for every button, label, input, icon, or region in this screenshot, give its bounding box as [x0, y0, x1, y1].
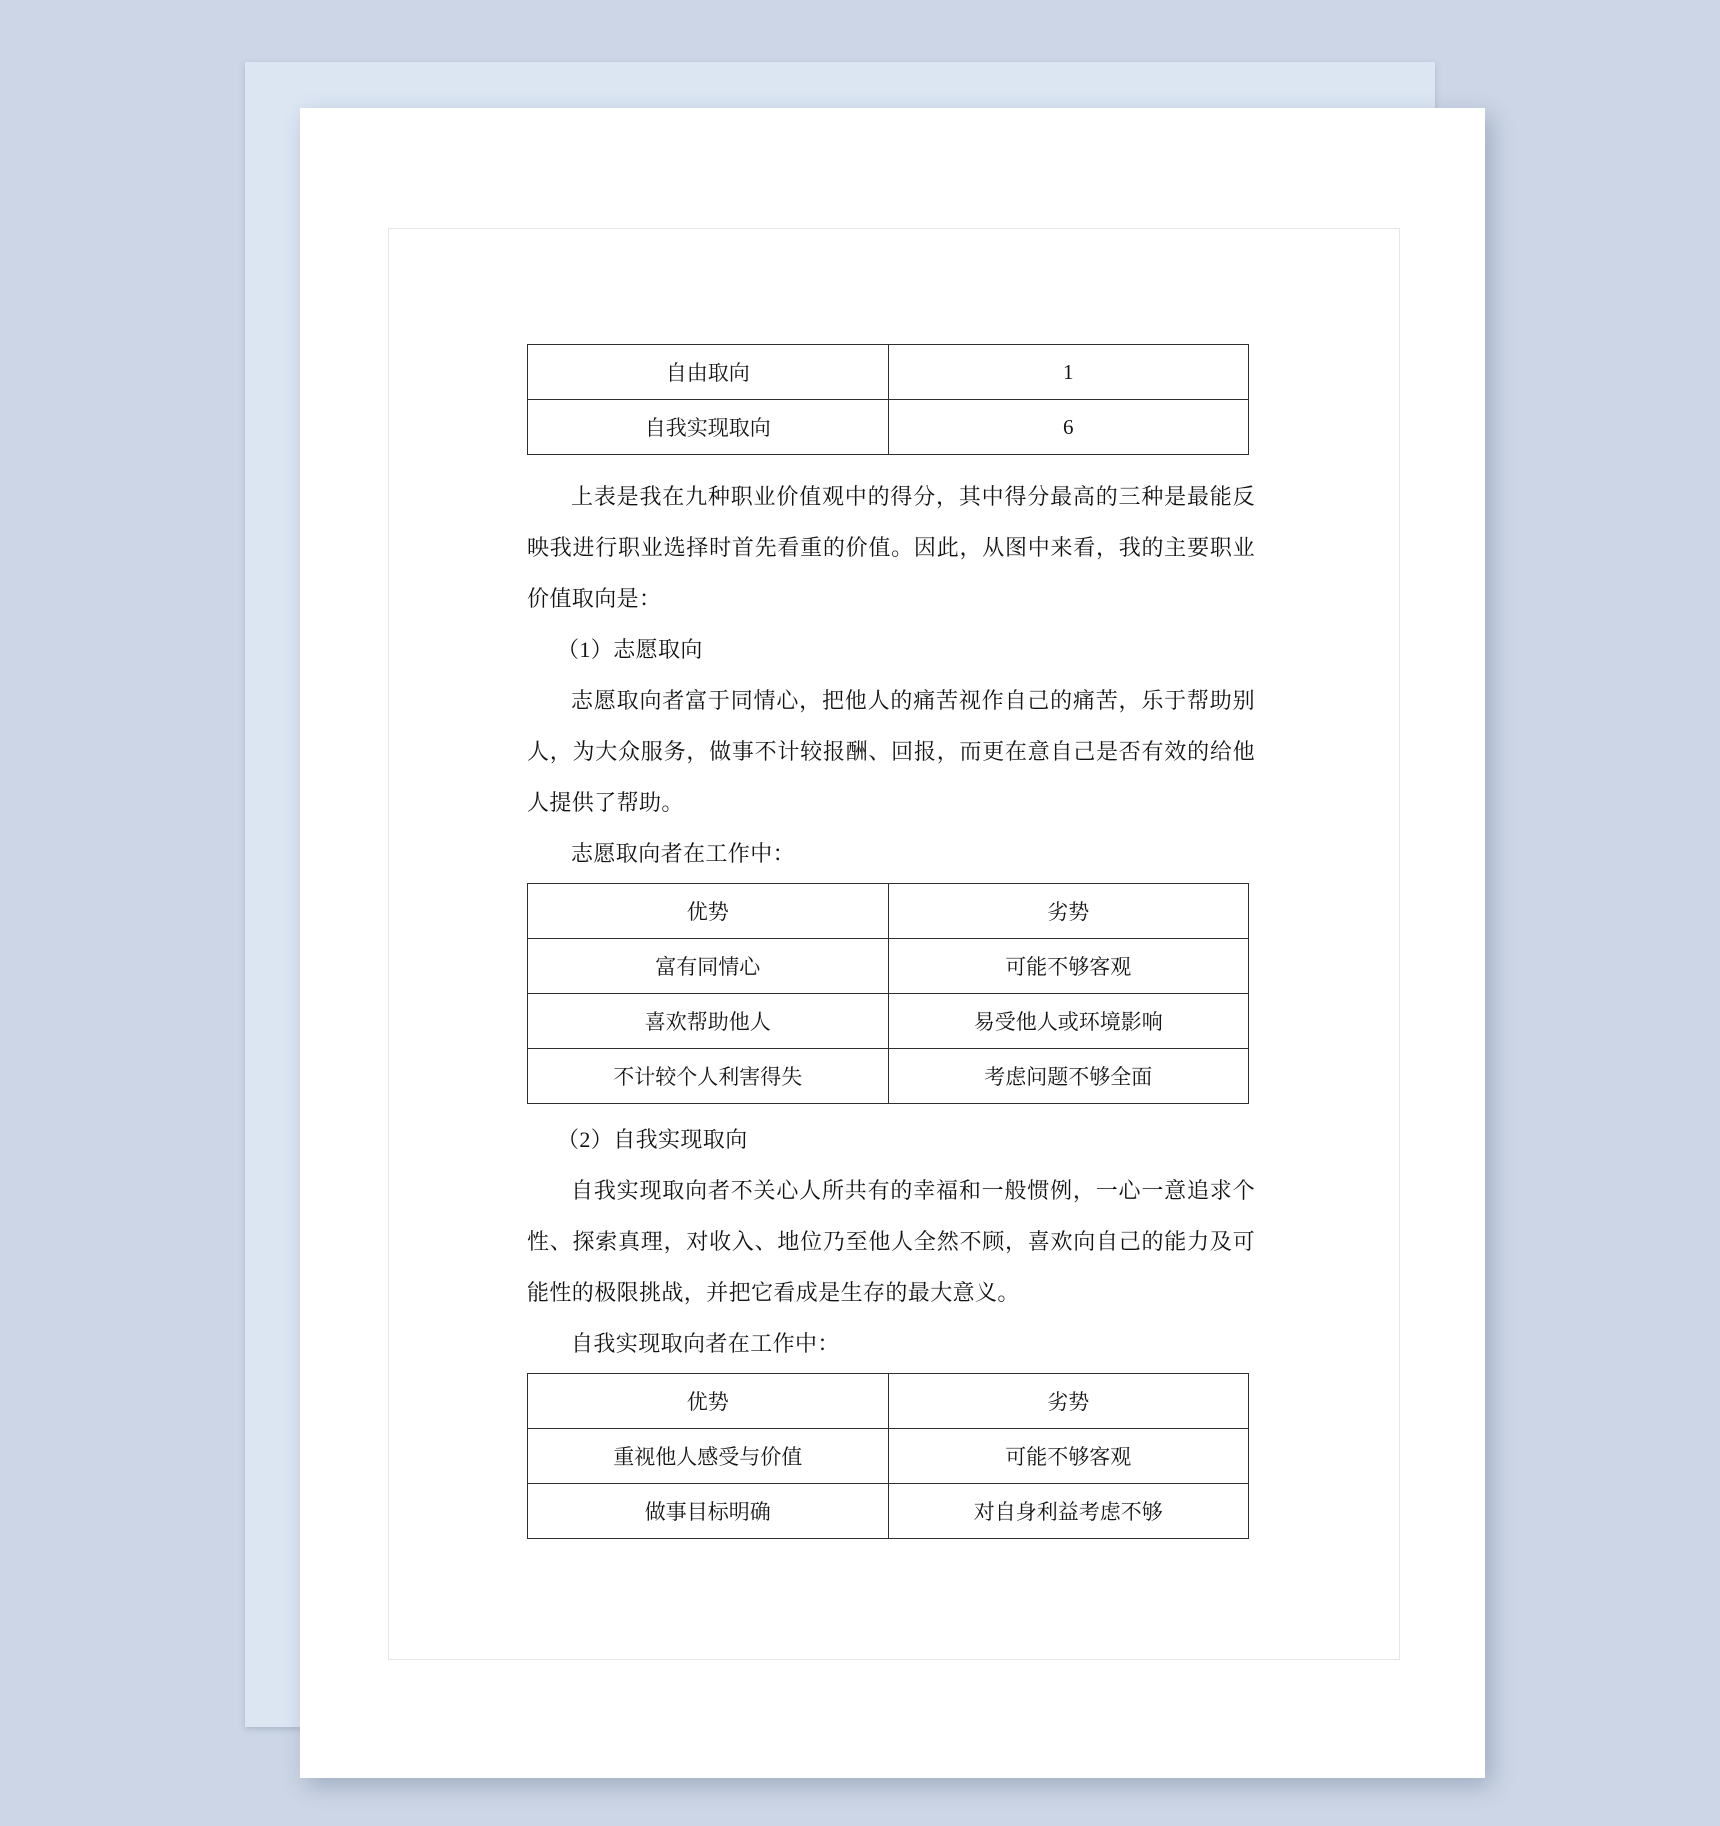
score-row-label: 自由取向 [528, 345, 889, 400]
score-row-value: 1 [888, 345, 1249, 400]
cell-weakness: 对自身利益考虑不够 [888, 1484, 1249, 1539]
score-table [527, 344, 1249, 455]
column-header-weaknesses: 劣势 [888, 1374, 1249, 1429]
score-row-label: 自我实现取向 [528, 400, 889, 455]
score-row-value: 6 [888, 400, 1249, 455]
cell-strength: 做事目标明确 [528, 1484, 889, 1539]
cell-weakness: 易受他人或环境影响 [888, 994, 1249, 1049]
volunteer-table-wrapper [527, 879, 1255, 1106]
lead-in-volunteer-table: 志愿取向者在工作中： [571, 841, 796, 866]
heading-volunteer-orientation: （1）志愿取向 [557, 637, 703, 662]
score-table-wrapper [527, 340, 1255, 457]
self-actualization-table-wrapper [527, 1369, 1255, 1541]
table-row [528, 1429, 1249, 1484]
table-row [528, 400, 1249, 455]
table-row [528, 345, 1249, 400]
table-row [528, 994, 1249, 1049]
paragraph-intro: 上表是我在九种职业价值观中的得分，其中得分最高的三种是最能反映我进行职业选择时首先看重的价值。因此，从图中来看，我的主要职业价值取向是： [527, 484, 1255, 611]
paragraph-self-actualization-description: 自我实现取向者不关心人所共有的幸福和一般惯例，一心一意追求个性、探索真理，对收入、地位乃至他人全然不顾，喜欢向自己的能力及可能性的极限挑战，并把它看成是生存的最大意义。 [527, 1178, 1255, 1305]
table-header-row [528, 884, 1249, 939]
table-header-row [528, 1374, 1249, 1429]
table-row [528, 1049, 1249, 1104]
column-header-strengths: 优势 [528, 884, 889, 939]
cell-strength: 喜欢帮助他人 [528, 994, 889, 1049]
column-header-strengths: 优势 [528, 1374, 889, 1429]
column-header-weaknesses: 劣势 [888, 884, 1249, 939]
cell-weakness: 可能不够客观 [888, 1429, 1249, 1484]
cell-strength: 重视他人感受与价值 [528, 1429, 889, 1484]
cell-weakness: 考虑问题不够全面 [888, 1049, 1249, 1104]
self-actualization-strengths-weaknesses-table [527, 1373, 1249, 1539]
table-row [528, 1484, 1249, 1539]
document-content [527, 340, 1255, 1541]
heading-self-actualization-orientation: （2）自我实现取向 [557, 1127, 748, 1152]
cell-weakness: 可能不够客观 [888, 939, 1249, 994]
lead-in-self-actualization-table: 自我实现取向者在工作中： [571, 1331, 840, 1356]
volunteer-strengths-weaknesses-table [527, 883, 1249, 1104]
table-row [528, 939, 1249, 994]
cell-strength: 富有同情心 [528, 939, 889, 994]
paragraph-volunteer-description: 志愿取向者富于同情心，把他人的痛苦视作自己的痛苦，乐于帮助别人，为大众服务，做事不计较报酬、回报，而更在意自己是否有效的给他人提供了帮助。 [527, 688, 1255, 815]
cell-strength: 不计较个人利害得失 [528, 1049, 889, 1104]
